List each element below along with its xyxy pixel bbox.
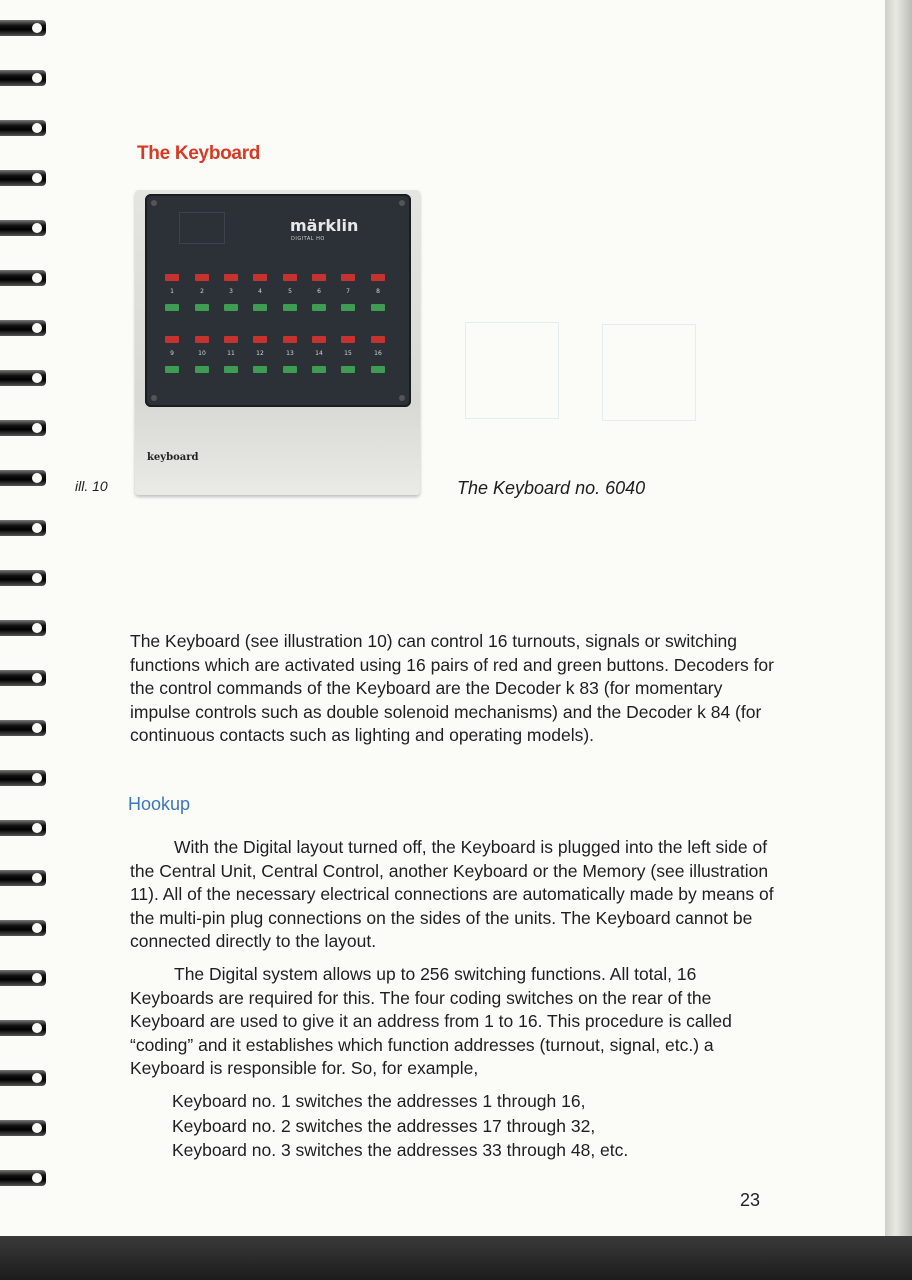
green-button-14 bbox=[312, 366, 326, 373]
binding-coil bbox=[0, 970, 46, 986]
keyboard-panel bbox=[145, 194, 411, 407]
address-line: Keyboard no. 1 switches the addresses 1 through 16, bbox=[172, 1091, 586, 1111]
binding-coil bbox=[0, 570, 46, 586]
button-number-16: 16 bbox=[374, 350, 382, 357]
section-title: The Keyboard bbox=[137, 143, 261, 164]
brand-logo: märklin bbox=[290, 216, 359, 235]
binding-coil bbox=[0, 520, 46, 536]
red-button-3 bbox=[224, 274, 238, 281]
illustration-label: ill. 10 bbox=[75, 478, 108, 494]
green-button-1 bbox=[165, 304, 179, 311]
scan-bottom-edge bbox=[0, 1236, 912, 1280]
hookup-heading: Hookup bbox=[128, 794, 191, 814]
binding-coil bbox=[0, 70, 46, 86]
binding-coil bbox=[0, 470, 46, 486]
binding-coil bbox=[0, 270, 46, 286]
binding-coil bbox=[0, 220, 46, 236]
green-button-12 bbox=[253, 366, 267, 373]
page-number: 23 bbox=[740, 1190, 761, 1210]
button-number-5: 5 bbox=[288, 288, 292, 295]
red-button-10 bbox=[195, 336, 209, 343]
label-window bbox=[179, 212, 225, 244]
red-button-1 bbox=[165, 274, 179, 281]
green-button-2 bbox=[195, 304, 209, 311]
green-button-4 bbox=[253, 304, 267, 311]
green-button-5 bbox=[283, 304, 297, 311]
button-number-13: 13 bbox=[286, 350, 294, 357]
address-line: Keyboard no. 3 switches the addresses 33 through 48, etc. bbox=[172, 1140, 629, 1160]
button-number-3: 3 bbox=[229, 288, 233, 295]
red-button-12 bbox=[253, 336, 267, 343]
green-button-15 bbox=[341, 366, 355, 373]
binding-coil bbox=[0, 370, 46, 386]
button-number-2: 2 bbox=[200, 288, 204, 295]
address-line: Keyboard no. 2 switches the addresses 17 through 32, bbox=[172, 1116, 596, 1136]
button-number-7: 7 bbox=[346, 288, 350, 295]
binding-coil bbox=[0, 770, 46, 786]
binding-coil bbox=[0, 1170, 46, 1186]
red-button-8 bbox=[371, 274, 385, 281]
red-button-15 bbox=[341, 336, 355, 343]
device-label: keyboard bbox=[147, 452, 199, 463]
button-number-15: 15 bbox=[344, 350, 352, 357]
red-button-4 bbox=[253, 274, 267, 281]
button-number-12: 12 bbox=[256, 350, 264, 357]
system-paragraph: The Digital system allows up to 256 switching functions. All total, 16 Keyboards are required for this. The four coding switches on the rear of the Keyboard are used to give it an address from 1 to 16. This procedure is called “coding” and it establishes which function addresses (turnout, signal, etc.) a Keyboard is responsible for. So, for example, bbox=[130, 964, 732, 1079]
bleed-through-box bbox=[465, 322, 559, 419]
red-button-7 bbox=[341, 274, 355, 281]
red-button-9 bbox=[165, 336, 179, 343]
red-button-2 bbox=[195, 274, 209, 281]
intro-paragraph: The Keyboard (see illustration 10) can control 16 turnouts, signals or switching functions which are activated using 16 pairs of red and green buttons. Decoders for the control commands of the Keyboard are the Decoder k 83 (for momentary impulse controls such as double solenoid mechanisms) and the Decoder k 84 (for continuous contacts such as lighting and operating models). bbox=[130, 631, 774, 746]
binding-coil bbox=[0, 1020, 46, 1036]
red-button-14 bbox=[312, 336, 326, 343]
screw-icon bbox=[399, 395, 405, 401]
binding-coil bbox=[0, 120, 46, 136]
button-number-4: 4 bbox=[258, 288, 262, 295]
green-button-9 bbox=[165, 366, 179, 373]
figure-caption: The Keyboard no. 6040 bbox=[457, 478, 646, 498]
green-button-6 bbox=[312, 304, 326, 311]
binding-coil bbox=[0, 920, 46, 936]
binding-coil bbox=[0, 820, 46, 836]
button-number-11: 11 bbox=[227, 350, 235, 357]
binding-coil bbox=[0, 170, 46, 186]
screw-icon bbox=[151, 395, 157, 401]
green-button-10 bbox=[195, 366, 209, 373]
binding-coil bbox=[0, 1120, 46, 1136]
button-number-8: 8 bbox=[376, 288, 380, 295]
bleed-through-box bbox=[602, 324, 696, 421]
binding-coil bbox=[0, 620, 46, 636]
screw-icon bbox=[151, 200, 157, 206]
red-button-5 bbox=[283, 274, 297, 281]
binding-coil bbox=[0, 420, 46, 436]
binding-coil bbox=[0, 20, 46, 36]
binding-coil bbox=[0, 870, 46, 886]
keyboard-photo bbox=[135, 190, 420, 495]
button-number-1: 1 bbox=[170, 288, 174, 295]
green-button-3 bbox=[224, 304, 238, 311]
screw-icon bbox=[399, 200, 405, 206]
binding-coil bbox=[0, 1070, 46, 1086]
green-button-7 bbox=[341, 304, 355, 311]
green-button-11 bbox=[224, 366, 238, 373]
hookup-paragraph: With the Digital layout turned off, the Keyboard is plugged into the left side of the Central Unit, Central Control, another Keyboard or the Memory (see illustration 11). All of the necessary electrical connections are automatically made by means of the multi-pin plug connections on the sides of the units. The Keyboard cannot be connected directly to the layout. bbox=[130, 837, 774, 952]
button-number-9: 9 bbox=[170, 350, 174, 357]
button-number-10: 10 bbox=[198, 350, 206, 357]
red-button-13 bbox=[283, 336, 297, 343]
binding-coil bbox=[0, 670, 46, 686]
red-button-16 bbox=[371, 336, 385, 343]
green-button-16 bbox=[371, 366, 385, 373]
button-number-6: 6 bbox=[317, 288, 321, 295]
red-button-11 bbox=[224, 336, 238, 343]
spiral-binding bbox=[0, 20, 48, 1220]
brand-subtitle: DIGITAL HO bbox=[291, 236, 325, 242]
binding-coil bbox=[0, 320, 46, 336]
green-button-8 bbox=[371, 304, 385, 311]
binding-coil bbox=[0, 720, 46, 736]
green-button-13 bbox=[283, 366, 297, 373]
button-number-14: 14 bbox=[315, 350, 323, 357]
red-button-6 bbox=[312, 274, 326, 281]
page-stack-edge bbox=[885, 0, 912, 1245]
